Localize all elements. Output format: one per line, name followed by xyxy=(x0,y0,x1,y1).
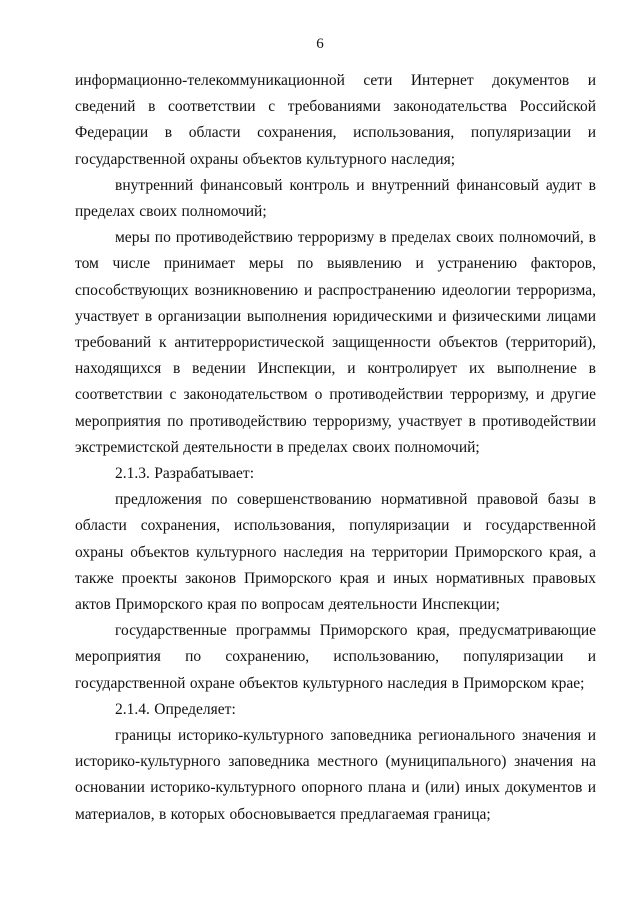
paragraph-legal-proposals: предложения по совершенствованию нормативной правовой базы в области сохранения, использования, популяризации и государственной охраны объектов культурного наследия на территории Приморского края, а также проекты законов Приморского края и иных нормативных правовых актов Приморского края по вопросам деятельности Инспекции; xyxy=(75,491,596,614)
paragraph-internet-publication: информационно-телекоммуникационной сети Интернет документов и сведений в соответствии с требованиями законодательства Российской Федерации в области сохранения, использования, популяризации и государственной охраны объектов культурного наследия; xyxy=(75,72,596,168)
section-heading-2-1-3: 2.1.3. Разрабатывает: xyxy=(115,465,255,483)
paragraph-state-programs: государственные программы Приморского края, предусматривающие мероприятия по сохранению, использованию, популяризации и государственной охране объектов культурного наследия в Приморском крае; xyxy=(75,622,596,692)
page-number: 6 xyxy=(316,36,324,52)
paragraph-reserve-boundaries: границы историко-культурного заповедника регионального значения и историко-культурного заповедника местного (муниципального) значения на основании историко-культурного опорного плана и (или) иных документов и материалов, в которых обосновывается предлагаемая граница; xyxy=(75,727,596,823)
section-heading-2-1-4: 2.1.4. Определяет: xyxy=(115,700,236,718)
paragraph-financial-control: внутренний финансовый контроль и внутренний финансовый аудит в пределах своих полномочий; xyxy=(75,176,596,221)
document-body xyxy=(75,68,596,828)
paragraph-counter-terrorism: меры по противодействию терроризму в пределах своих полномочий, в том числе принимает меры по выявлению и устранению факторов, способствующих возникновению и распространению идеологии терроризма, участвует в организации выполнения юридическими и физическими лицами требований к антитеррористической защищенности объектов (территорий), находящихся в ведении Инспекции, и контролирует их выполнение в соответствии с законодательством о противодействии терроризму, и другие мероприятия по противодействию терроризму, участвует в противодействии экстремистской деятельности в пределах своих полномочий; xyxy=(75,229,596,456)
